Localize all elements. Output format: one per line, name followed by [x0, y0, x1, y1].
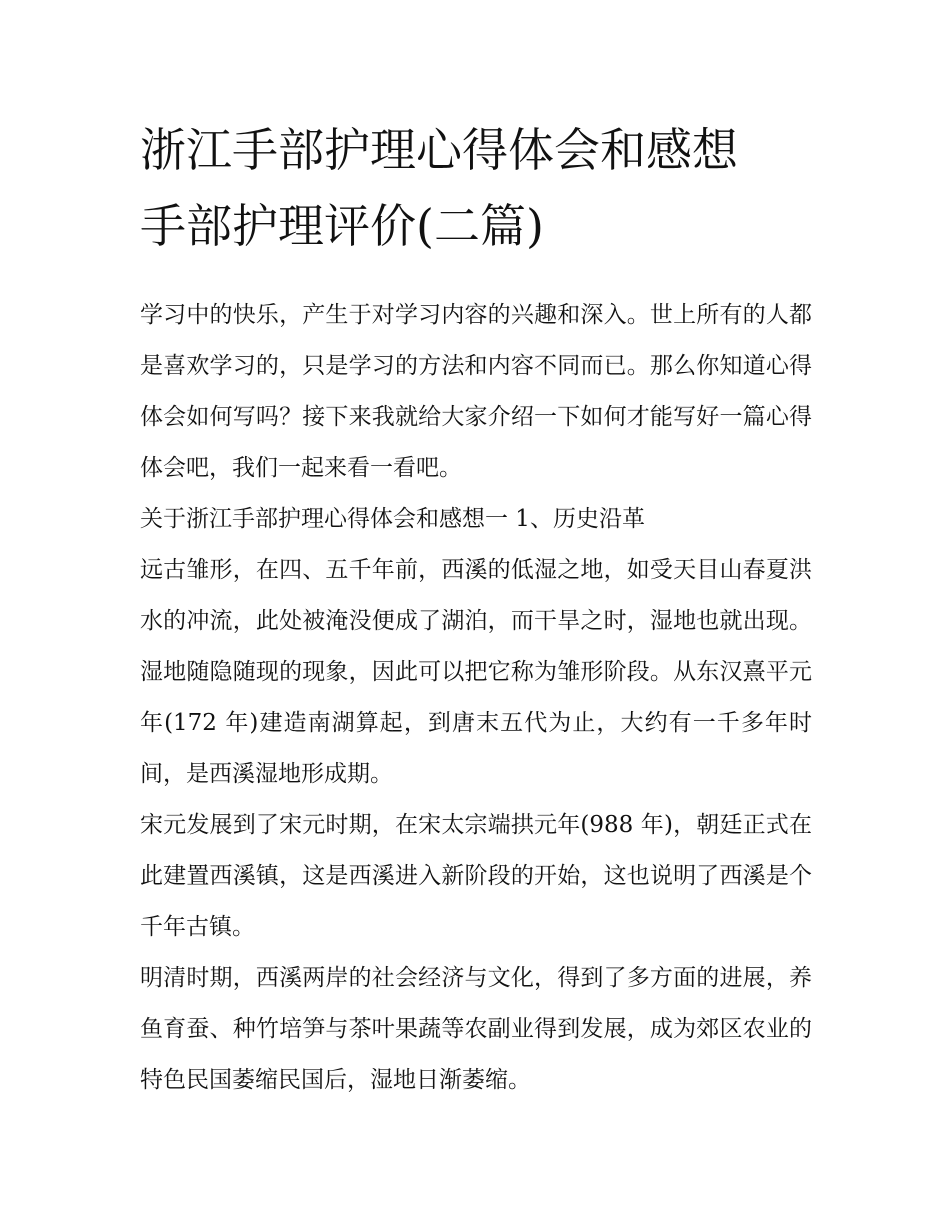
document-body: [140, 112, 812, 1106]
title-line-1: 浙江手部护理心得体会和感想: [140, 123, 738, 177]
history-paragraph-ming-qing: 明清时期，西溪两岸的社会经济与文化，得到了多方面的进展，养鱼育蚕、种竹培笋与茶叶果蔬等农副业得到发展，成为郊区农业的特色民国萎缩民国后，湿地日渐萎缩。: [140, 965, 812, 1093]
history-paragraph-song-yuan: 宋元发展到了宋元时期，在宋太宗端拱元年(988 年)，朝廷正式在此建置西溪镇，这是西溪进入新阶段的开始，这也说明了西溪是个千年古镇。: [140, 812, 812, 940]
history-paragraph-ancient: 远古雏形，在四、五千年前，西溪的低湿之地，如受天目山春夏洪水的冲流，此处被淹没便成了湖泊，而干旱之时，湿地也就出现。湿地随隐随现的现象，因此可以把它称为雏形阶段。从东汉熹平元年(172 年)建造南湖算起，到唐末五代为止，大约有一千多年时间，是西溪湿地形成期。: [140, 557, 812, 787]
section-heading: 关于浙江手部护理心得体会和感想一 1、历史沿革: [140, 506, 645, 532]
intro-paragraph: 学习中的快乐，产生于对学习内容的兴趣和深入。世上所有的人都是喜欢学习的，只是学习的方法和内容不同而已。那么你知道心得体会如何写吗？接下来我就给大家介绍一下如何才能写好一篇心得体会吧，我们一起来看一看吧。: [140, 302, 812, 481]
document-title: [140, 112, 812, 264]
title-line-2: 手部护理评价(二篇): [140, 199, 544, 253]
